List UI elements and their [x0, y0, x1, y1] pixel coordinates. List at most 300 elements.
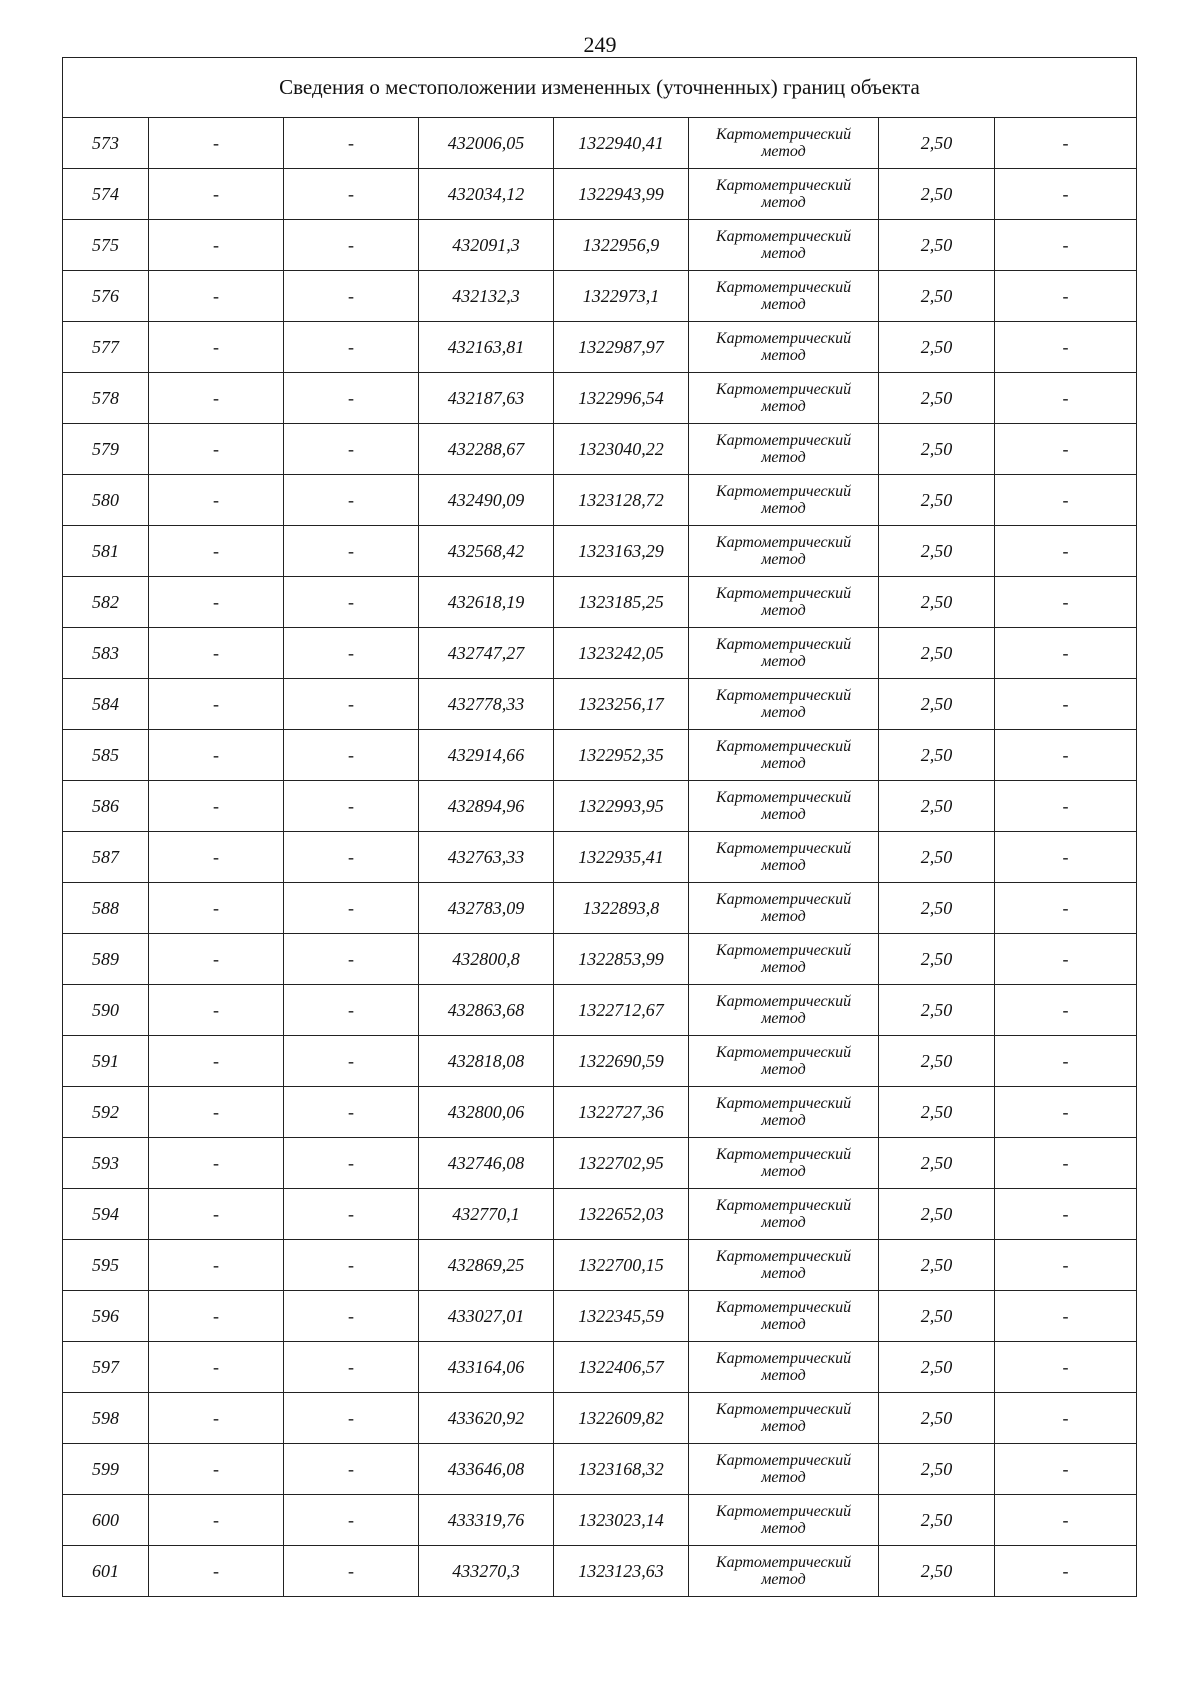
last-column-cell: - — [995, 934, 1137, 985]
last-column-cell: - — [995, 118, 1137, 169]
last-column-cell: - — [995, 475, 1137, 526]
accuracy-cell: 2,50 — [879, 985, 995, 1036]
last-column-cell: - — [995, 832, 1137, 883]
point-number-cell: 595 — [63, 1240, 149, 1291]
y-coordinate-cell: 1322690,59 — [554, 1036, 689, 1087]
empty-column-1-cell: - — [149, 169, 284, 220]
y-coordinate-cell: 1322940,41 — [554, 118, 689, 169]
table-row — [63, 1495, 1137, 1546]
method-line-2: метод — [761, 1112, 806, 1129]
point-number-cell: 587 — [63, 832, 149, 883]
last-column-cell: - — [995, 169, 1137, 220]
empty-column-2-cell: - — [284, 1189, 419, 1240]
empty-column-2-cell: - — [284, 679, 419, 730]
method-line-2: метод — [761, 1265, 806, 1282]
method-line-1: Картометрический — [715, 942, 852, 959]
empty-column-2-cell: - — [284, 1342, 419, 1393]
accuracy-cell: 2,50 — [879, 577, 995, 628]
method-line-2: метод — [761, 398, 806, 415]
method-line-2: метод — [761, 296, 806, 313]
method-cell — [689, 1189, 879, 1240]
table-row — [63, 781, 1137, 832]
empty-column-2-cell: - — [284, 424, 419, 475]
accuracy-cell: 2,50 — [879, 526, 995, 577]
method-line-2: метод — [761, 1469, 806, 1486]
y-coordinate-cell: 1322700,15 — [554, 1240, 689, 1291]
method-line-2: метод — [761, 857, 806, 874]
point-number-cell: 589 — [63, 934, 149, 985]
method-line-2: метод — [761, 806, 806, 823]
method-line-1: Картометрический — [715, 126, 852, 143]
last-column-cell: - — [995, 1036, 1137, 1087]
point-number-cell: 576 — [63, 271, 149, 322]
method-line-1: Картометрический — [715, 1299, 852, 1316]
last-column-cell: - — [995, 526, 1137, 577]
method-line-1: Картометрический — [715, 789, 852, 806]
empty-column-1-cell: - — [149, 832, 284, 883]
last-column-cell: - — [995, 883, 1137, 934]
accuracy-cell: 2,50 — [879, 271, 995, 322]
method-line-1: Картометрический — [715, 993, 852, 1010]
accuracy-cell: 2,50 — [879, 169, 995, 220]
method-line-2: метод — [761, 143, 806, 160]
table-row — [63, 1189, 1137, 1240]
method-cell — [689, 577, 879, 628]
method-line-1: Картометрический — [715, 1554, 852, 1571]
table-title-row — [63, 58, 1137, 118]
table-row — [63, 271, 1137, 322]
method-cell — [689, 169, 879, 220]
method-cell — [689, 1495, 879, 1546]
y-coordinate-cell: 1323040,22 — [554, 424, 689, 475]
empty-column-2-cell: - — [284, 1495, 419, 1546]
method-line-1: Картометрический — [715, 738, 852, 755]
x-coordinate-cell: 432490,09 — [419, 475, 554, 526]
point-number-cell: 574 — [63, 169, 149, 220]
method-line-1: Картометрический — [715, 1146, 852, 1163]
empty-column-1-cell: - — [149, 1189, 284, 1240]
point-number-cell: 578 — [63, 373, 149, 424]
empty-column-1-cell: - — [149, 628, 284, 679]
y-coordinate-cell: 1322712,67 — [554, 985, 689, 1036]
method-line-2: метод — [761, 500, 806, 517]
last-column-cell: - — [995, 1444, 1137, 1495]
table-row — [63, 1444, 1137, 1495]
method-line-2: метод — [761, 653, 806, 670]
y-coordinate-cell: 1322893,8 — [554, 883, 689, 934]
table-row — [63, 679, 1137, 730]
last-column-cell: - — [995, 322, 1137, 373]
method-line-2: метод — [761, 1010, 806, 1027]
point-number-cell: 599 — [63, 1444, 149, 1495]
x-coordinate-cell: 432618,19 — [419, 577, 554, 628]
table-body — [63, 58, 1137, 1597]
x-coordinate-cell: 432091,3 — [419, 220, 554, 271]
x-coordinate-cell: 432800,8 — [419, 934, 554, 985]
empty-column-2-cell: - — [284, 220, 419, 271]
table-row — [63, 730, 1137, 781]
table-row — [63, 1138, 1137, 1189]
method-line-1: Картометрический — [715, 1350, 852, 1367]
empty-column-2-cell: - — [284, 271, 419, 322]
point-number-cell: 590 — [63, 985, 149, 1036]
table-row — [63, 934, 1137, 985]
empty-column-2-cell: - — [284, 475, 419, 526]
y-coordinate-cell: 1322943,99 — [554, 169, 689, 220]
x-coordinate-cell: 432770,1 — [419, 1189, 554, 1240]
empty-column-1-cell: - — [149, 730, 284, 781]
last-column-cell: - — [995, 424, 1137, 475]
x-coordinate-cell: 432132,3 — [419, 271, 554, 322]
method-cell — [689, 1546, 879, 1597]
y-coordinate-cell: 1322345,59 — [554, 1291, 689, 1342]
method-line-1: Картометрический — [715, 891, 852, 908]
method-line-1: Картометрический — [715, 534, 852, 551]
point-number-cell: 586 — [63, 781, 149, 832]
empty-column-2-cell: - — [284, 1087, 419, 1138]
x-coordinate-cell: 433620,92 — [419, 1393, 554, 1444]
y-coordinate-cell: 1322702,95 — [554, 1138, 689, 1189]
method-line-2: метод — [761, 551, 806, 568]
table-row — [63, 883, 1137, 934]
x-coordinate-cell: 432778,33 — [419, 679, 554, 730]
point-number-cell: 597 — [63, 1342, 149, 1393]
point-number-cell: 585 — [63, 730, 149, 781]
accuracy-cell: 2,50 — [879, 934, 995, 985]
last-column-cell: - — [995, 730, 1137, 781]
point-number-cell: 596 — [63, 1291, 149, 1342]
x-coordinate-cell: 432783,09 — [419, 883, 554, 934]
accuracy-cell: 2,50 — [879, 1138, 995, 1189]
method-line-1: Картометрический — [715, 279, 852, 296]
accuracy-cell: 2,50 — [879, 424, 995, 475]
table-row — [63, 1393, 1137, 1444]
y-coordinate-cell: 1323123,63 — [554, 1546, 689, 1597]
method-line-1: Картометрический — [715, 1044, 852, 1061]
last-column-cell: - — [995, 1393, 1137, 1444]
last-column-cell: - — [995, 1495, 1137, 1546]
method-line-1: Картометрический — [715, 1197, 852, 1214]
empty-column-2-cell: - — [284, 934, 419, 985]
boundary-coordinates-table — [62, 57, 1137, 1597]
method-line-1: Картометрический — [715, 585, 852, 602]
last-column-cell: - — [995, 1087, 1137, 1138]
x-coordinate-cell: 432034,12 — [419, 169, 554, 220]
x-coordinate-cell: 432747,27 — [419, 628, 554, 679]
empty-column-1-cell: - — [149, 577, 284, 628]
table-row — [63, 1291, 1137, 1342]
point-number-cell: 579 — [63, 424, 149, 475]
empty-column-2-cell: - — [284, 118, 419, 169]
empty-column-2-cell: - — [284, 781, 419, 832]
accuracy-cell: 2,50 — [879, 220, 995, 271]
last-column-cell: - — [995, 220, 1137, 271]
x-coordinate-cell: 432894,96 — [419, 781, 554, 832]
table-row — [63, 526, 1137, 577]
method-line-2: метод — [761, 755, 806, 772]
method-line-2: метод — [761, 704, 806, 721]
method-line-2: метод — [761, 602, 806, 619]
accuracy-cell: 2,50 — [879, 1342, 995, 1393]
table-row — [63, 1240, 1137, 1291]
x-coordinate-cell: 432187,63 — [419, 373, 554, 424]
y-coordinate-cell: 1323185,25 — [554, 577, 689, 628]
empty-column-1-cell: - — [149, 373, 284, 424]
last-column-cell: - — [995, 373, 1137, 424]
empty-column-1-cell: - — [149, 322, 284, 373]
method-line-2: метод — [761, 1367, 806, 1384]
empty-column-2-cell: - — [284, 1444, 419, 1495]
empty-column-1-cell: - — [149, 1036, 284, 1087]
method-line-1: Картометрический — [715, 840, 852, 857]
empty-column-1-cell: - — [149, 985, 284, 1036]
empty-column-1-cell: - — [149, 1495, 284, 1546]
table-title: Сведения о местоположении измененных (уточненных) границ объекта — [63, 58, 1137, 118]
accuracy-cell: 2,50 — [879, 883, 995, 934]
last-column-cell: - — [995, 1138, 1137, 1189]
y-coordinate-cell: 1322996,54 — [554, 373, 689, 424]
table-row — [63, 1087, 1137, 1138]
empty-column-2-cell: - — [284, 1138, 419, 1189]
x-coordinate-cell: 432288,67 — [419, 424, 554, 475]
method-cell — [689, 1393, 879, 1444]
last-column-cell: - — [995, 679, 1137, 730]
method-cell — [689, 1138, 879, 1189]
empty-column-2-cell: - — [284, 1240, 419, 1291]
method-cell — [689, 424, 879, 475]
accuracy-cell: 2,50 — [879, 679, 995, 730]
x-coordinate-cell: 432800,06 — [419, 1087, 554, 1138]
empty-column-2-cell: - — [284, 373, 419, 424]
method-line-2: метод — [761, 1520, 806, 1537]
empty-column-1-cell: - — [149, 526, 284, 577]
last-column-cell: - — [995, 1546, 1137, 1597]
x-coordinate-cell: 432763,33 — [419, 832, 554, 883]
point-number-cell: 577 — [63, 322, 149, 373]
accuracy-cell: 2,50 — [879, 781, 995, 832]
accuracy-cell: 2,50 — [879, 1291, 995, 1342]
method-line-2: метод — [761, 1418, 806, 1435]
method-line-1: Картометрический — [715, 330, 852, 347]
method-line-2: метод — [761, 1316, 806, 1333]
empty-column-2-cell: - — [284, 1036, 419, 1087]
y-coordinate-cell: 1323242,05 — [554, 628, 689, 679]
x-coordinate-cell: 432818,08 — [419, 1036, 554, 1087]
method-cell — [689, 271, 879, 322]
table-row — [63, 118, 1137, 169]
accuracy-cell: 2,50 — [879, 1240, 995, 1291]
point-number-cell: 584 — [63, 679, 149, 730]
accuracy-cell: 2,50 — [879, 1189, 995, 1240]
method-line-1: Картометрический — [715, 1401, 852, 1418]
empty-column-2-cell: - — [284, 169, 419, 220]
empty-column-1-cell: - — [149, 781, 284, 832]
y-coordinate-cell: 1322952,35 — [554, 730, 689, 781]
last-column-cell: - — [995, 628, 1137, 679]
method-line-2: метод — [761, 1214, 806, 1231]
last-column-cell: - — [995, 1342, 1137, 1393]
accuracy-cell: 2,50 — [879, 1036, 995, 1087]
table-row — [63, 628, 1137, 679]
x-coordinate-cell: 433164,06 — [419, 1342, 554, 1393]
last-column-cell: - — [995, 1291, 1137, 1342]
method-cell — [689, 373, 879, 424]
x-coordinate-cell: 432746,08 — [419, 1138, 554, 1189]
method-line-2: метод — [761, 1163, 806, 1180]
accuracy-cell: 2,50 — [879, 1546, 995, 1597]
method-cell — [689, 1240, 879, 1291]
empty-column-2-cell: - — [284, 730, 419, 781]
method-cell — [689, 1036, 879, 1087]
x-coordinate-cell: 432163,81 — [419, 322, 554, 373]
y-coordinate-cell: 1323256,17 — [554, 679, 689, 730]
table-row — [63, 322, 1137, 373]
point-number-cell: 580 — [63, 475, 149, 526]
empty-column-1-cell: - — [149, 424, 284, 475]
accuracy-cell: 2,50 — [879, 118, 995, 169]
accuracy-cell: 2,50 — [879, 1087, 995, 1138]
point-number-cell: 592 — [63, 1087, 149, 1138]
empty-column-1-cell: - — [149, 1138, 284, 1189]
point-number-cell: 591 — [63, 1036, 149, 1087]
method-line-1: Картометрический — [715, 177, 852, 194]
method-cell — [689, 475, 879, 526]
method-cell — [689, 220, 879, 271]
accuracy-cell: 2,50 — [879, 1495, 995, 1546]
table-row — [63, 424, 1137, 475]
method-line-1: Картометрический — [715, 636, 852, 653]
point-number-cell: 583 — [63, 628, 149, 679]
x-coordinate-cell: 432568,42 — [419, 526, 554, 577]
empty-column-1-cell: - — [149, 679, 284, 730]
page-number: 249 — [583, 32, 617, 57]
point-number-cell: 588 — [63, 883, 149, 934]
empty-column-1-cell: - — [149, 883, 284, 934]
method-cell — [689, 526, 879, 577]
x-coordinate-cell: 432869,25 — [419, 1240, 554, 1291]
point-number-cell: 582 — [63, 577, 149, 628]
method-cell — [689, 1291, 879, 1342]
x-coordinate-cell: 433319,76 — [419, 1495, 554, 1546]
table-row — [63, 169, 1137, 220]
empty-column-1-cell: - — [149, 1240, 284, 1291]
method-line-2: метод — [761, 959, 806, 976]
empty-column-2-cell: - — [284, 526, 419, 577]
table-row — [63, 577, 1137, 628]
accuracy-cell: 2,50 — [879, 322, 995, 373]
last-column-cell: - — [995, 577, 1137, 628]
y-coordinate-cell: 1322987,97 — [554, 322, 689, 373]
accuracy-cell: 2,50 — [879, 1393, 995, 1444]
table-row — [63, 220, 1137, 271]
accuracy-cell: 2,50 — [879, 730, 995, 781]
method-line-1: Картометрический — [715, 228, 852, 245]
method-line-1: Картометрический — [715, 687, 852, 704]
y-coordinate-cell: 1323163,29 — [554, 526, 689, 577]
accuracy-cell: 2,50 — [879, 1444, 995, 1495]
method-line-2: метод — [761, 908, 806, 925]
x-coordinate-cell: 432006,05 — [419, 118, 554, 169]
method-line-1: Картометрический — [715, 381, 852, 398]
table-row — [63, 475, 1137, 526]
method-cell — [689, 679, 879, 730]
last-column-cell: - — [995, 1189, 1137, 1240]
last-column-cell: - — [995, 781, 1137, 832]
empty-column-1-cell: - — [149, 475, 284, 526]
method-cell — [689, 1342, 879, 1393]
method-line-2: метод — [761, 449, 806, 466]
point-number-cell: 598 — [63, 1393, 149, 1444]
method-cell — [689, 730, 879, 781]
table-row — [63, 832, 1137, 883]
method-line-2: метод — [761, 245, 806, 262]
method-line-2: метод — [761, 347, 806, 364]
method-cell — [689, 883, 879, 934]
accuracy-cell: 2,50 — [879, 628, 995, 679]
point-number-cell: 581 — [63, 526, 149, 577]
table-row — [63, 1342, 1137, 1393]
method-cell — [689, 934, 879, 985]
last-column-cell: - — [995, 985, 1137, 1036]
method-cell — [689, 985, 879, 1036]
empty-column-2-cell: - — [284, 985, 419, 1036]
table-row — [63, 373, 1137, 424]
point-number-cell: 601 — [63, 1546, 149, 1597]
empty-column-1-cell: - — [149, 934, 284, 985]
empty-column-2-cell: - — [284, 1546, 419, 1597]
empty-column-1-cell: - — [149, 1546, 284, 1597]
method-cell — [689, 1087, 879, 1138]
accuracy-cell: 2,50 — [879, 475, 995, 526]
method-cell — [689, 322, 879, 373]
method-line-1: Картометрический — [715, 1503, 852, 1520]
x-coordinate-cell: 433270,3 — [419, 1546, 554, 1597]
method-line-2: метод — [761, 194, 806, 211]
method-line-2: метод — [761, 1571, 806, 1588]
empty-column-2-cell: - — [284, 322, 419, 373]
empty-column-1-cell: - — [149, 220, 284, 271]
method-cell — [689, 1444, 879, 1495]
empty-column-1-cell: - — [149, 1393, 284, 1444]
point-number-cell: 593 — [63, 1138, 149, 1189]
y-coordinate-cell: 1322993,95 — [554, 781, 689, 832]
table-row — [63, 1036, 1137, 1087]
empty-column-1-cell: - — [149, 118, 284, 169]
y-coordinate-cell: 1322935,41 — [554, 832, 689, 883]
last-column-cell: - — [995, 1240, 1137, 1291]
empty-column-1-cell: - — [149, 1087, 284, 1138]
method-line-1: Картометрический — [715, 432, 852, 449]
method-line-1: Картометрический — [715, 1248, 852, 1265]
empty-column-2-cell: - — [284, 1393, 419, 1444]
empty-column-1-cell: - — [149, 1444, 284, 1495]
empty-column-1-cell: - — [149, 271, 284, 322]
x-coordinate-cell: 432863,68 — [419, 985, 554, 1036]
point-number-cell: 600 — [63, 1495, 149, 1546]
table-row — [63, 1546, 1137, 1597]
y-coordinate-cell: 1323168,32 — [554, 1444, 689, 1495]
point-number-cell: 575 — [63, 220, 149, 271]
method-cell — [689, 628, 879, 679]
method-line-2: метод — [761, 1061, 806, 1078]
accuracy-cell: 2,50 — [879, 373, 995, 424]
method-line-1: Картометрический — [715, 483, 852, 500]
table-row — [63, 985, 1137, 1036]
point-number-cell: 573 — [63, 118, 149, 169]
empty-column-2-cell: - — [284, 1291, 419, 1342]
method-cell — [689, 832, 879, 883]
point-number-cell: 594 — [63, 1189, 149, 1240]
